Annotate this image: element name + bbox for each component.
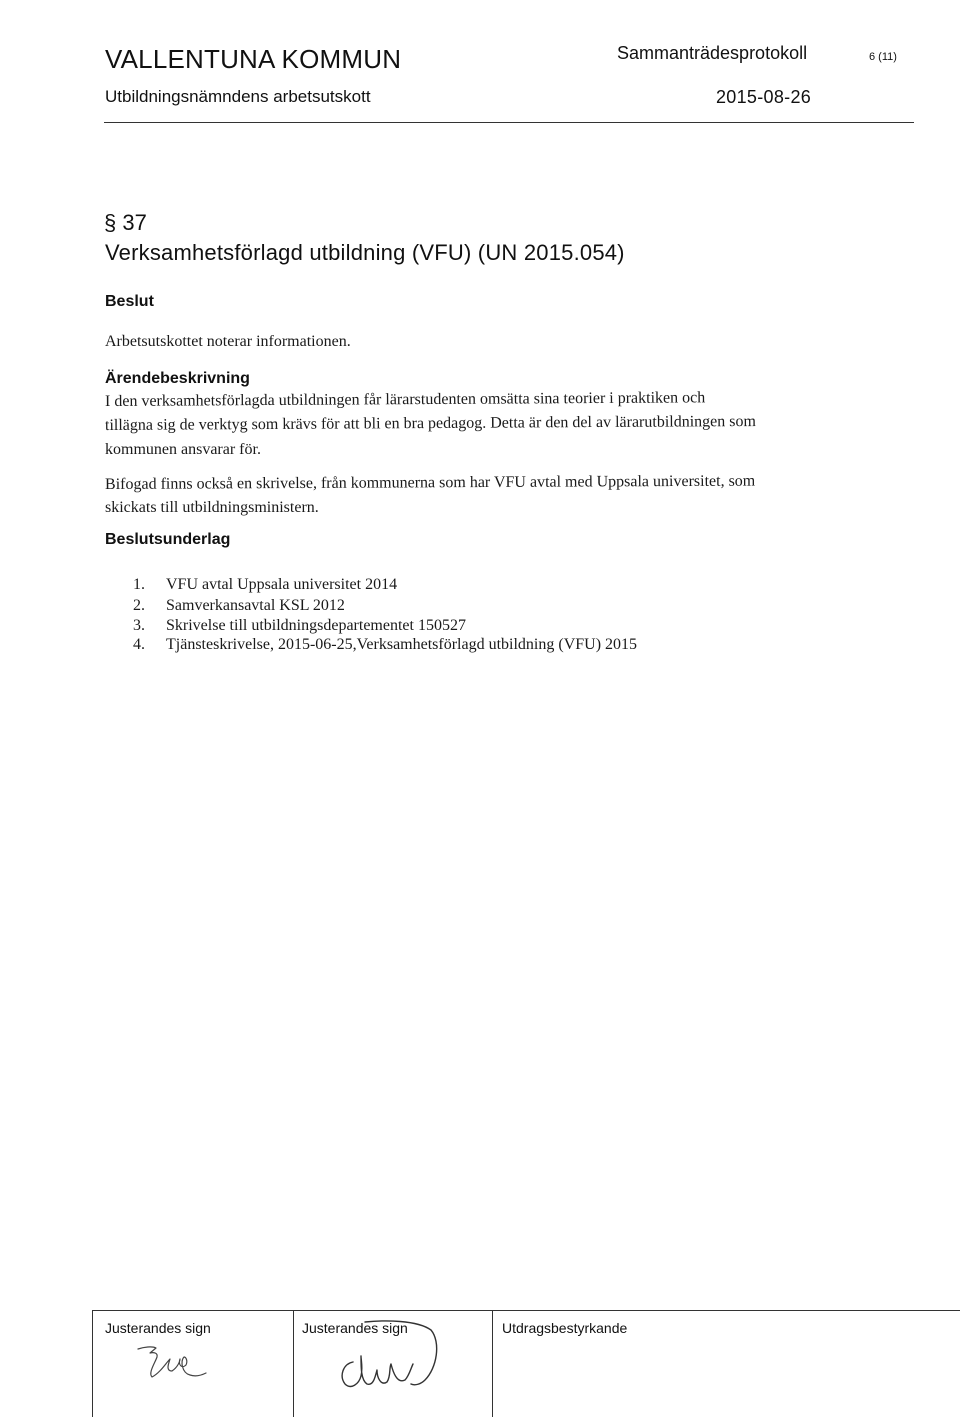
arendebeskrivning-heading: Ärendebeskrivning — [105, 370, 250, 387]
description-paragraph-1-line: kommunen ansvarar för. — [105, 441, 261, 458]
handwritten-signature-1 — [130, 1343, 210, 1387]
document-type: Sammanträdesprotokoll — [617, 43, 808, 63]
section-title: Verksamhetsförlagd utbildning (VFU) (UN 2015.054) — [105, 240, 625, 265]
description-paragraph-1-line: I den verksamhetsförlagda utbildningen får lärarstudenten omsätta sina teorier i praktiken och — [104, 389, 706, 410]
section-number: § 37 — [104, 210, 147, 235]
footer-divider — [92, 1310, 960, 1311]
list-item: Samverkansavtal KSL 2012 — [166, 597, 345, 614]
list-item-number: 3. — [133, 617, 145, 634]
page-number: 6 (11) — [869, 51, 897, 63]
description-paragraph-2-line: skickats till utbildningsministern. — [105, 499, 319, 516]
signature-box-border — [293, 1310, 294, 1417]
header-divider — [104, 122, 914, 123]
list-item: VFU avtal Uppsala universitet 2014 — [166, 576, 398, 593]
beslut-text: Arbetsutskottet noterar informationen. — [105, 333, 351, 350]
committee-name: Utbildningsnämndens arbetsutskott — [105, 87, 371, 106]
description-paragraph-2-line: Bifogad finns också en skrivelse, från kommunerna som har VFU avtal med Uppsala universitet, som — [104, 472, 756, 493]
signature-box-border — [92, 1310, 93, 1417]
beslutsunderlag-heading: Beslutsunderlag — [105, 531, 231, 548]
list-item-number: 2. — [133, 597, 145, 614]
signature-box-border — [492, 1310, 493, 1417]
justerandes-sign-label-2: Justerandes sign — [302, 1320, 408, 1336]
description-paragraph-1-line: tillägna sig de verktyg som krävs för att bli en bra pedagog. Detta är den del av lärarutbildningen som — [104, 413, 756, 434]
list-item: Tjänsteskrivelse, 2015-06-25,Verksamhetsförlagd utbildning (VFU) 2015 — [166, 636, 638, 653]
justerandes-sign-label-1: Justerandes sign — [105, 1320, 211, 1336]
meeting-date: 2015-08-26 — [716, 87, 812, 107]
organization-name: VALLENTUNA KOMMUN — [105, 44, 402, 74]
beslut-heading: Beslut — [105, 293, 154, 310]
utdragsbestyrkande-label: Utdragsbestyrkande — [502, 1320, 628, 1336]
list-item: Skrivelse till utbildningsdepartementet 150527 — [166, 617, 466, 634]
list-item-number: 4. — [133, 636, 145, 653]
list-item-number: 1. — [133, 576, 145, 593]
handwritten-signature-2 — [325, 1318, 445, 1398]
